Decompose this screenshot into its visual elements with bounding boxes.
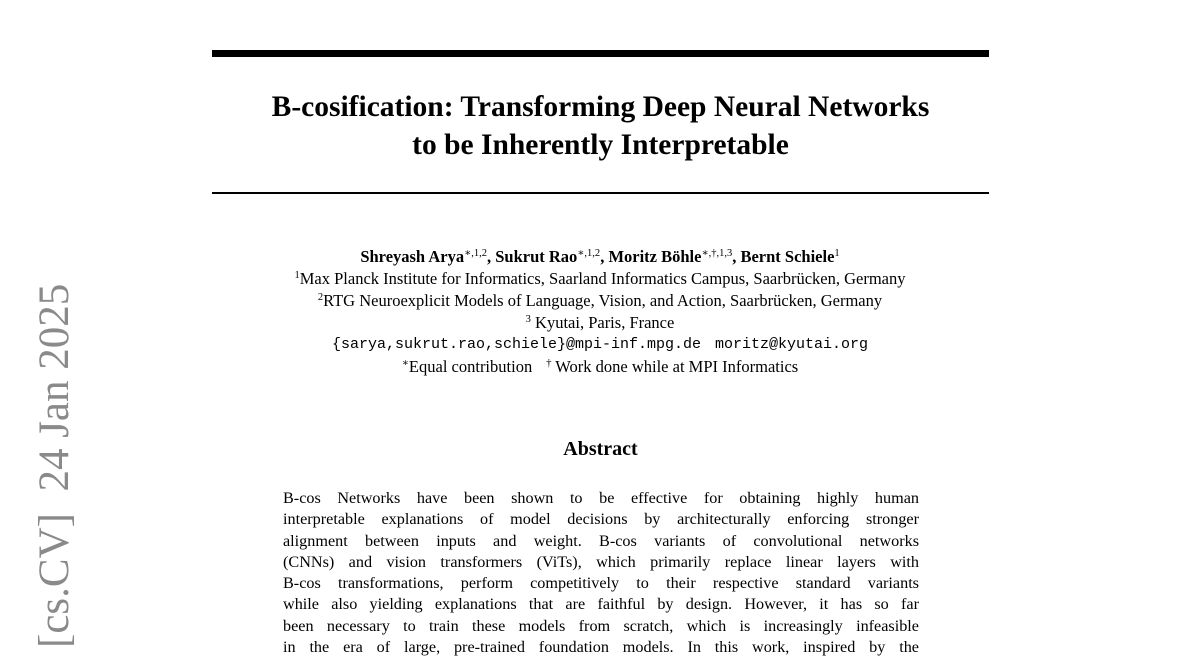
email-line bbox=[150, 334, 1050, 356]
abstract-heading: Abstract bbox=[563, 438, 638, 460]
author-name: Sukrut Rao bbox=[495, 247, 578, 266]
abstract-line: interpretable explanations of model decisions by architecturally enforcing stronger bbox=[283, 510, 919, 529]
affiliation bbox=[150, 268, 1050, 290]
affiliation-mark: 1 bbox=[294, 270, 300, 281]
title-top-rule bbox=[212, 50, 989, 57]
author-name: Moritz Böhle bbox=[608, 247, 702, 266]
author-block bbox=[150, 246, 1050, 378]
title-bottom-rule bbox=[212, 192, 989, 194]
affiliation-text: Kyutai, Paris, France bbox=[530, 313, 675, 332]
affiliation bbox=[150, 290, 1050, 312]
abstract-line: B-cos transformations, perform competitively to their respective standard variants bbox=[283, 574, 919, 592]
paper-title-line: to be Inherently Interpretable bbox=[412, 129, 789, 161]
affiliation-mark: 3 bbox=[525, 314, 531, 325]
abstract-line: in the era of large, pre-trained foundation models. In this work, inspired by the bbox=[283, 637, 919, 656]
contribution-notes bbox=[150, 356, 1050, 378]
abstract-line: been necessary to train these models from scratch, which is increasingly infeasible bbox=[283, 616, 919, 635]
equal-contribution-mark: ∗ bbox=[401, 358, 409, 369]
abstract-line: (CNNs) and vision transformers (ViTs), which primarily replace linear layers with bbox=[283, 552, 919, 571]
email-group: {sarya,sukrut.rao,schiele}@mpi-inf.mpg.de bbox=[331, 336, 702, 353]
author-marks: ∗,1,2 bbox=[577, 248, 601, 259]
author-name: Bernt Schiele bbox=[740, 247, 835, 266]
email-single: moritz@kyutai.org bbox=[715, 336, 869, 353]
abstract-line: B-cos Networks have been shown to be effective for obtaining highly human bbox=[283, 489, 919, 507]
work-note-mark: † bbox=[546, 358, 552, 369]
paper-title bbox=[212, 88, 989, 164]
author-name: Shreyash Arya bbox=[360, 247, 465, 266]
abstract-body bbox=[283, 488, 919, 658]
abstract-line: alignment between inputs and weight. B-cos variants of convolutional networks bbox=[283, 531, 919, 550]
abstract-line: while also yielding explanations that are faithful by design. However, it has so far bbox=[283, 595, 919, 614]
work-note: Work done while at MPI Informatics bbox=[551, 357, 799, 376]
arxiv-stamp bbox=[30, 284, 80, 648]
affiliation-text: Max Planck Institute for Informatics, Saarland Informatics Campus, Saarbrücken, Germany bbox=[299, 269, 906, 288]
author-list: Shreyash Arya$^{∗,1,2}$, Sukrut Rao$^{∗,1,2}$, Moritz Böhle$^{∗,\dagger,1,3}$, Bernt Schiele$^1$ bbox=[360, 247, 840, 266]
author-marks: ∗,†,1,3 bbox=[701, 248, 733, 259]
paper-title-line: B-cosification: Transforming Deep Neural Networks bbox=[271, 91, 930, 123]
author-marks: ∗,1,2 bbox=[464, 248, 487, 259]
affiliation bbox=[150, 312, 1050, 334]
affiliation-text: RTG Neuroexplicit Models of Language, Vision, and Action, Saarbrücken, Germany bbox=[323, 291, 883, 310]
affiliation-mark: 2 bbox=[317, 292, 324, 303]
arxiv-date: 24 Jan 2025 bbox=[31, 283, 78, 492]
arxiv-category: [cs.CV] bbox=[31, 513, 78, 648]
author-marks: 1 bbox=[834, 248, 840, 259]
equal-contribution-note: Equal contribution bbox=[408, 357, 533, 376]
